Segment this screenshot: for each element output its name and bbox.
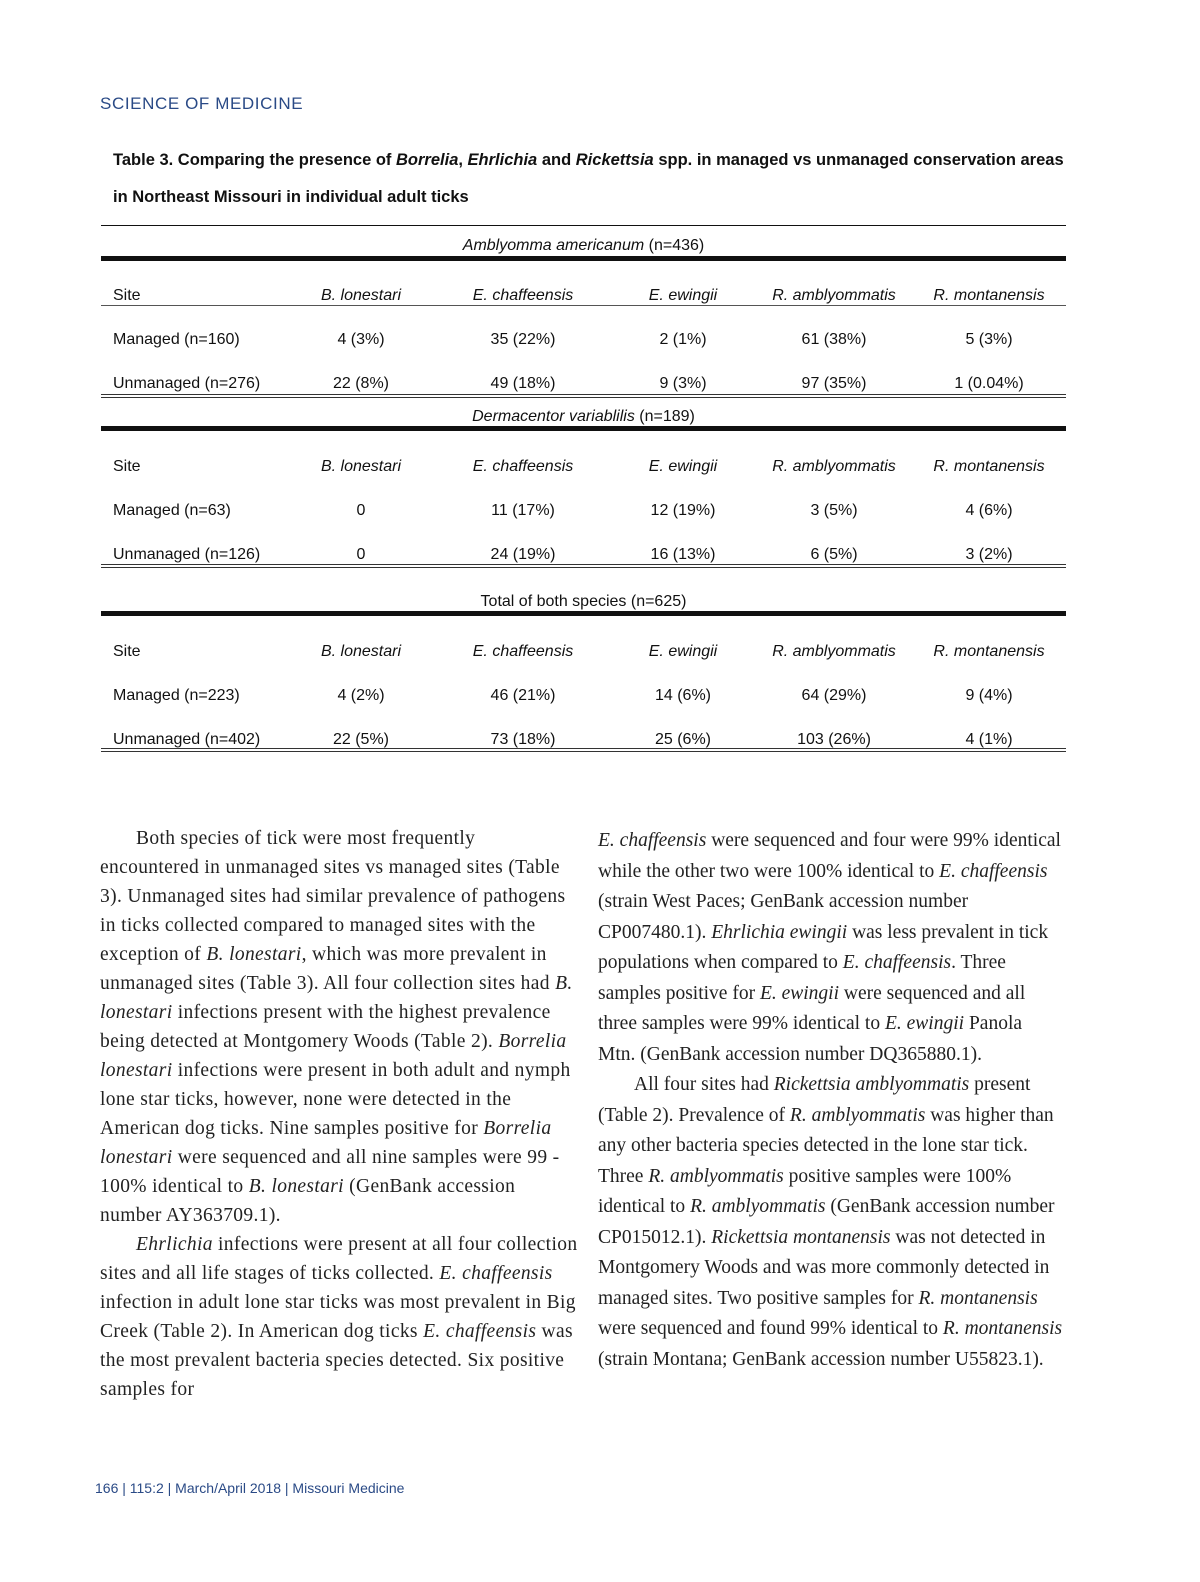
table-cell: 3 (5%) <box>810 502 858 519</box>
column-header-r-montanensis: R. montanensis <box>933 643 1045 660</box>
body-column-right <box>598 826 1064 1375</box>
table-cell: 2 (1%) <box>659 331 707 348</box>
table-cell: 9 (3%) <box>659 375 707 392</box>
text-run: (strain West Paces; GenBank accession number CP007480.1). <box>598 891 969 943</box>
column-header-e-chaffeensis: E. chaffeensis <box>472 643 574 660</box>
table-cell: 0 <box>356 546 366 563</box>
text-run: infections were present at all four collection sites and all life stages of ticks collected. <box>100 1234 578 1284</box>
species-name: Amblyomma americanum <box>462 237 645 254</box>
species-name: R. montanensis <box>942 1318 1063 1339</box>
species-name: R. montanensis <box>918 1287 1038 1309</box>
table-rule <box>101 225 1066 226</box>
text-run: positive samples were 100% identical to <box>598 1165 1012 1217</box>
section-title <box>101 593 1066 611</box>
table-cell: 22 (8%) <box>332 375 390 392</box>
sample-count: (n=189) <box>634 408 695 425</box>
paragraph <box>598 826 1064 1070</box>
column-header-b-lonestari: B. lonestari <box>320 287 402 304</box>
table-cell: 4 (6%) <box>965 502 1013 519</box>
body-column-left <box>100 824 578 1404</box>
row-label: Managed (n=63) <box>113 502 231 519</box>
sample-count: (n=436) <box>644 237 705 254</box>
data-table <box>101 225 1066 755</box>
text-run: were sequenced and all nine samples were 99 - 100% identical to <box>100 1147 560 1197</box>
column-header-r-amblyommatis: R. amblyommatis <box>772 643 896 660</box>
species-name: R. amblyommatis <box>648 1165 784 1187</box>
table-cell: 4 (2%) <box>337 687 385 704</box>
text-run: was not detected in Montgomery Woods and was more commonly detected in managed sites. Two positive samples for <box>598 1226 1050 1309</box>
text-run: infections were present in both adult and nymph lone star ticks, however, none were detected in the American dog ticks. Nine samples positive for <box>100 1060 571 1139</box>
page-footer: 166 | 115:2 | March/April 2018 | Missouri Medicine <box>95 1480 405 1496</box>
table-rule <box>101 748 1066 752</box>
header-rule <box>101 305 1066 306</box>
table-rule <box>101 611 1066 616</box>
table-header-row <box>101 458 1066 480</box>
column-header-r-amblyommatis: R. amblyommatis <box>772 458 896 475</box>
table-cell: 25 (6%) <box>654 731 712 748</box>
table-cell: 103 (26%) <box>797 731 871 748</box>
caption-genus: Ehrlichia <box>467 151 538 169</box>
caption-genus: Rickettsia <box>575 151 654 169</box>
column-header-r-amblyommatis: R. amblyommatis <box>772 287 896 304</box>
species-name: R. amblyommatis <box>789 1104 926 1126</box>
text-run: (strain Montana; GenBank accession number U55823.1). <box>598 1348 1044 1370</box>
species-name: Rickettsia amblyommatis <box>773 1074 970 1095</box>
table-cell: 3 (2%) <box>965 546 1013 563</box>
table-row <box>101 331 1066 353</box>
paragraph <box>100 824 578 1230</box>
row-label: Unmanaged (n=126) <box>113 546 261 563</box>
text-run: Panola Mtn. (GenBank accession number DQ365880.1). <box>598 1013 1023 1065</box>
table-cell: 24 (19%) <box>490 546 556 563</box>
text-run: infection in adult lone star ticks was most prevalent in Big Creek (Table 2). In American dog ticks <box>100 1292 576 1342</box>
text-run: was less prevalent in tick populations when compared to <box>598 921 1049 973</box>
paragraph <box>100 1230 578 1404</box>
sample-count: Total of both species (n=625) <box>480 593 687 610</box>
caption-text: , <box>458 151 468 169</box>
table-cell: 9 (4%) <box>965 687 1013 704</box>
species-name: B. lonestari <box>206 944 302 965</box>
species-name: Borrelia lonestari <box>100 1031 567 1081</box>
text-run: . Three samples positive for <box>598 952 1006 1004</box>
table-cell: 12 (19%) <box>650 502 716 519</box>
text-run: present (Table 2). Prevalence of <box>598 1074 1031 1126</box>
species-name: E. ewingii <box>884 1013 965 1034</box>
row-label: Unmanaged (n=402) <box>113 731 261 748</box>
table-header-row <box>101 643 1066 665</box>
species-name: E. chaffeensis <box>439 1263 553 1284</box>
species-name: E. chaffeensis <box>598 830 707 851</box>
species-name: Borrelia lonestari <box>100 1118 552 1168</box>
species-name: Ehrlichia <box>136 1234 213 1255</box>
table-cell: 64 (29%) <box>801 687 867 704</box>
table-cell: 49 (18%) <box>490 375 556 392</box>
table-rule <box>101 394 1066 398</box>
table-cell: 4 (3%) <box>337 331 385 348</box>
caption-text: Table 3. Comparing the presence of <box>113 151 397 169</box>
text-run: were sequenced and all three samples were 99% identical to <box>598 982 1026 1034</box>
column-header-site: Site <box>113 287 141 304</box>
table-cell: 22 (5%) <box>332 731 390 748</box>
column-header-site: Site <box>113 458 141 475</box>
section-header: SCIENCE OF MEDICINE <box>100 94 304 113</box>
column-header-b-lonestari: B. lonestari <box>320 458 402 475</box>
table-cell: 1 (0.04%) <box>954 375 1024 392</box>
column-header-e-chaffeensis: E. chaffeensis <box>472 458 574 475</box>
section-title <box>101 408 1066 426</box>
species-name: E. ewingii <box>759 982 840 1004</box>
table-row <box>101 687 1066 709</box>
species-name: E. chaffeensis <box>842 952 952 973</box>
text-run: All four sites had <box>634 1074 774 1095</box>
species-name: Rickettsia montanensis <box>711 1226 891 1248</box>
text-run: was the most prevalent bacteria species detected. Six positive samples for <box>100 1321 573 1400</box>
column-header-e-ewingii: E. ewingii <box>648 287 718 304</box>
species-name: E. chaffeensis <box>939 860 1048 882</box>
text-run: Both species of tick were most frequently encountered in unmanaged sites vs managed sites (Table 3). Unmanaged sites had similar prevalence of pathogens in ticks collected compared to managed sites with the exception of <box>100 828 566 965</box>
table-cell: 11 (17%) <box>491 502 555 519</box>
text-run: infections present with the highest prevalence being detected at Montgomery Woods (Table 2). <box>100 1002 551 1052</box>
column-header-r-montanensis: R. montanensis <box>933 458 1045 475</box>
table-caption <box>113 151 1083 170</box>
table-cell: 61 (38%) <box>801 331 867 348</box>
table-caption-line2: in Northeast Missouri in individual adult ticks <box>113 188 469 206</box>
text-run: was higher than any other bacteria species detected in the lone star tick. Three <box>598 1104 1054 1187</box>
table-cell: 97 (35%) <box>801 375 867 392</box>
table-cell: 14 (6%) <box>654 687 712 704</box>
column-header-site: Site <box>113 643 141 660</box>
table-cell: 0 <box>356 502 366 519</box>
column-header-e-ewingii: E. ewingii <box>648 643 718 660</box>
species-name: B. lonestari <box>248 1176 344 1197</box>
caption-text: spp. in managed vs unmanaged conservation areas <box>653 151 1064 169</box>
table-cell: 4 (1%) <box>965 731 1013 748</box>
species-name: E. chaffeensis <box>423 1321 537 1342</box>
caption-text: and <box>537 151 576 169</box>
species-name: B. lonestari <box>100 973 573 1023</box>
text-run: (GenBank accession number CP015012.1). <box>598 1196 1055 1248</box>
text-run: (GenBank accession number AY363709.1). <box>100 1176 516 1226</box>
row-label: Managed (n=223) <box>113 687 240 704</box>
table-cell: 35 (22%) <box>490 331 556 348</box>
table-cell: 16 (13%) <box>650 546 716 563</box>
table-cell: 5 (3%) <box>965 331 1013 348</box>
row-label: Unmanaged (n=276) <box>113 375 261 392</box>
column-header-b-lonestari: B. lonestari <box>320 643 402 660</box>
table-rule <box>101 426 1066 431</box>
text-run: , which was more prevalent in unmanaged sites (Table 3). All four collection sites had <box>100 944 556 994</box>
section-title <box>101 237 1066 255</box>
species-name: Ehrlichia ewingii <box>711 921 848 943</box>
row-label: Managed (n=160) <box>113 331 240 348</box>
table-cell: 6 (5%) <box>810 546 858 563</box>
table-row <box>101 502 1066 524</box>
column-header-r-montanensis: R. montanensis <box>933 287 1045 304</box>
table-cell: 46 (21%) <box>490 687 556 704</box>
column-header-e-ewingii: E. ewingii <box>648 458 718 475</box>
species-name: Dermacentor variablilis <box>472 408 635 425</box>
column-header-e-chaffeensis: E. chaffeensis <box>472 287 574 304</box>
caption-genus: Borrelia <box>396 151 459 169</box>
text-run: were sequenced and four were 99% identical while the other two were 100% identical to <box>598 830 1061 882</box>
species-name: R. amblyommatis <box>690 1196 826 1217</box>
text-run: were sequenced and found 99% identical to <box>598 1318 943 1339</box>
table-rule <box>101 256 1066 261</box>
paragraph <box>598 1070 1064 1375</box>
table-rule <box>101 564 1066 568</box>
table-cell: 73 (18%) <box>490 731 556 748</box>
